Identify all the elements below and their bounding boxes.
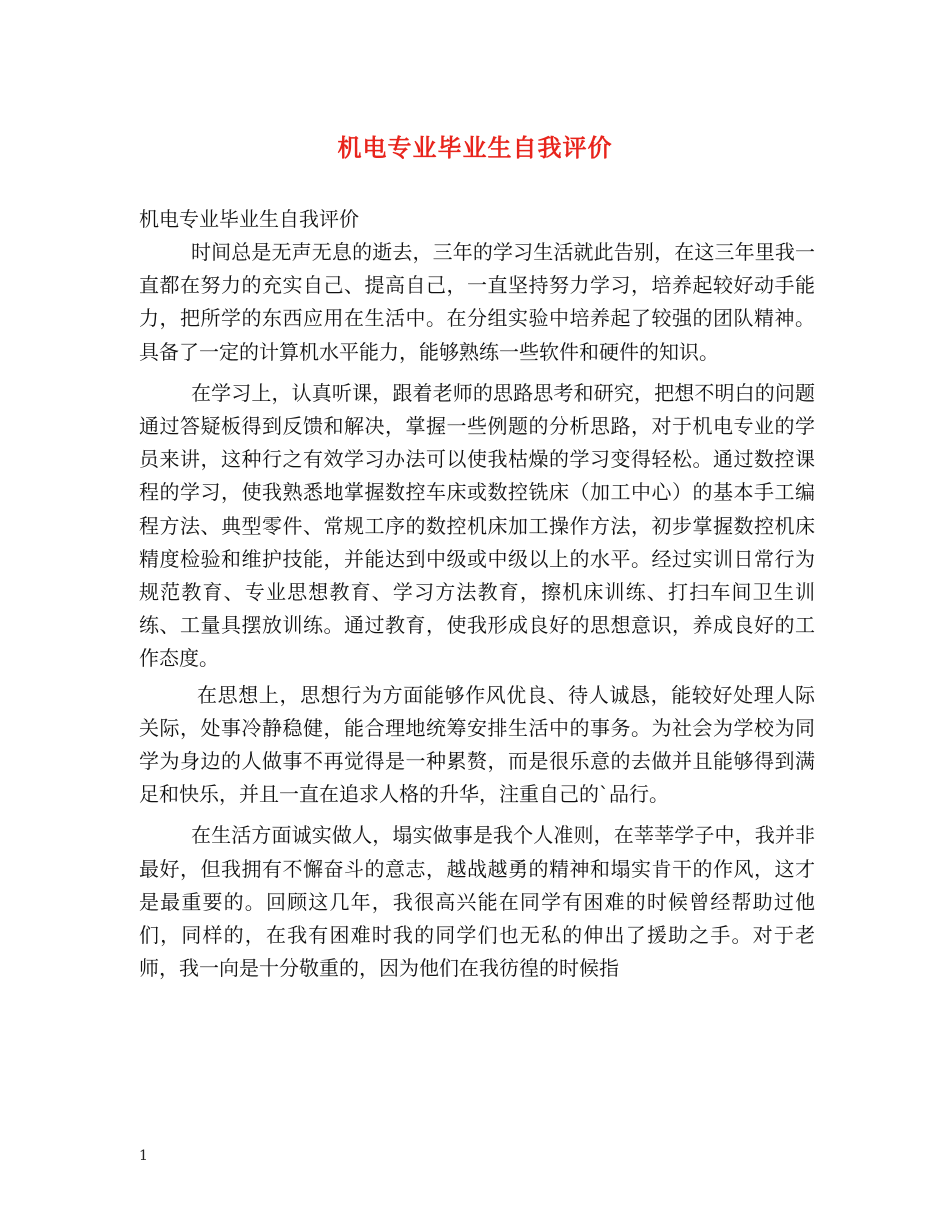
paragraph-thought: 在思想上，思想行为方面能够作风优良、待人诚恳，能较好处理人际关际，处事冷静稳健，能合理地统筹安排生活中的事务。为社会为学校为同学为身边的人做事不再觉得是一种累赘，而是很乐意的去做并且能够得到满足和快乐，并且一直在追求人格的升华，注重自己的`品行。 (139, 682, 815, 807)
page-number: 1 (139, 1148, 148, 1164)
paragraph-time: 时间总是无声无息的逝去，三年的学习生活就此告别，在这三年里我一直都在努力的充实自己、提高自己，一直坚持努力学习，培养起较好动手能力，把所学的东西应用在生活中。在分组实验中培养起了较强的团队精神。具备了一定的计算机水平能力，能够熟练一些软件和硬件的知识。 (139, 240, 815, 364)
paragraph-life: 在生活方面诚实做人，塌实做事是我个人准则，在莘莘学子中，我并非最好，但我拥有不懈奋斗的意志，越战越勇的精神和塌实肯干的作风，这才是最重要的。回顾这几年，我很高兴能在同学有困难的时候曾经帮助过他们，同样的，在我有困难时我的同学们也无私的伸出了援助之手。对于老师，我一向是十分敬重的，因为他们在我彷徨的时候指 (139, 823, 815, 981)
document-title: 机电专业毕业生自我评价 (337, 133, 613, 162)
document-body (139, 203, 815, 985)
paragraph-study: 在学习上，认真听课，跟着老师的思路思考和研究，把想不明白的问题通过答疑板得到反馈和解决，掌握一些例题的分析思路，对于机电专业的学员来讲，这种行之有效学习办法可以使我枯燥的学习变得轻松。通过数控课程的学习，使我熟悉地掌握数控车床或数控铣床（加工中心）的基本手工编程方法、典型零件、常规工序的数控机床加工操作方法，初步掌握数控机床精度检验和维护技能，并能达到中级或中级以上的水平。经过实训日常行为规范教育、专业思想教育、学习方法教育，擦机床训练、打扫车间卫生训练、工量具摆放训练。通过教育，使我形成良好的思想意识，养成良好的工作态度。 (139, 380, 815, 671)
document-subtitle: 机电专业毕业生自我评价 (139, 207, 359, 231)
